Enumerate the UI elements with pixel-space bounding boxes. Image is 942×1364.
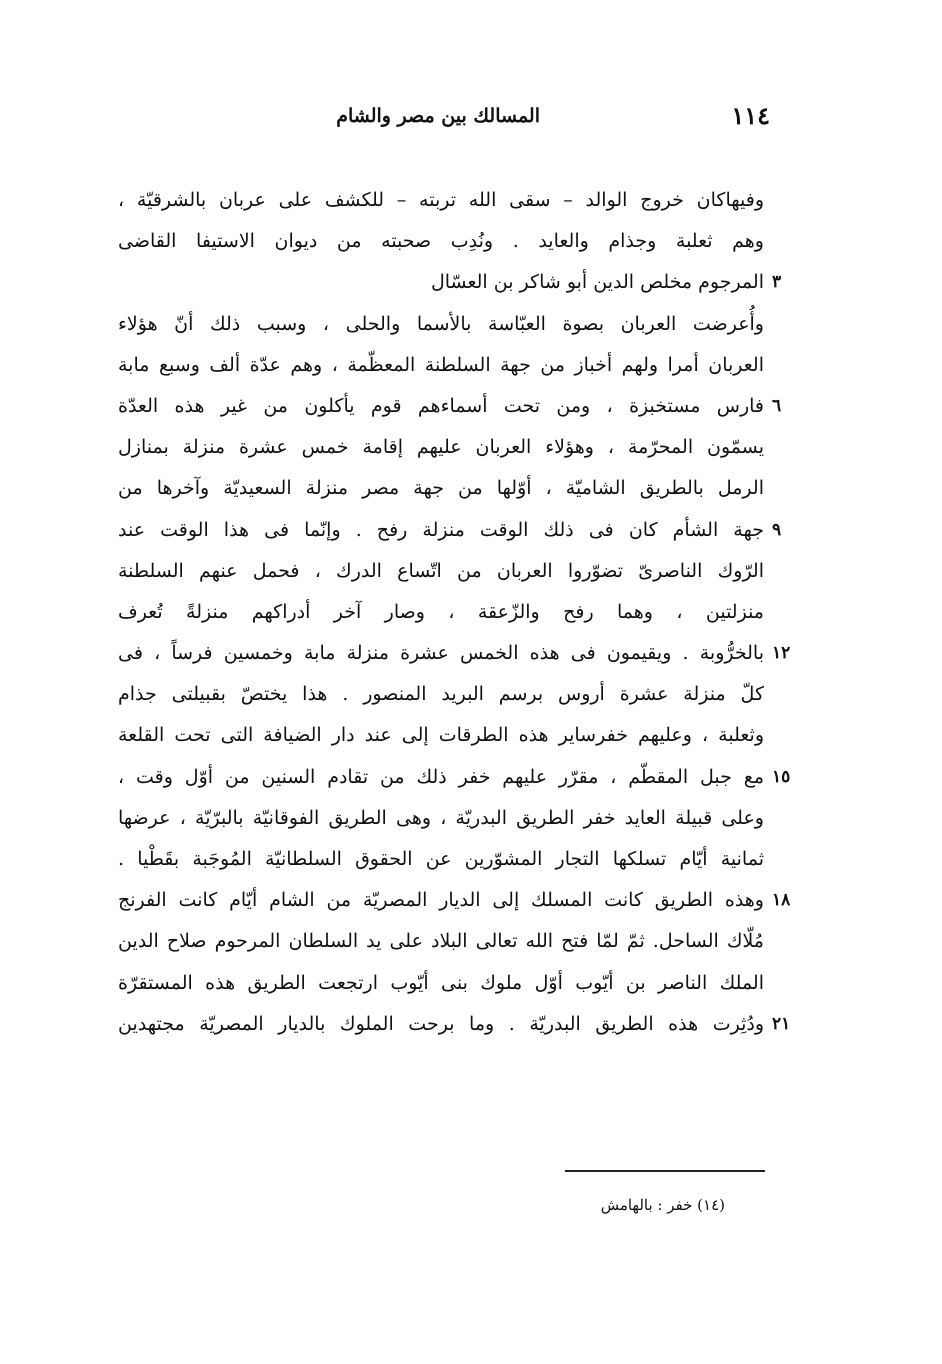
text-line [118,633,808,674]
line-text: ثمانية أيّام تسلكها التجار المشوّرين عن الحقوق السلطانيّة المُوجَبة بقَطْيا . [118,848,764,870]
line-number: ١٢ [772,643,791,664]
page-header [120,96,770,136]
line-text: الملك الناصر بن أيّوب أوّل ملوك بنى أيّوب ارتجعت الطريق هذه المستقرّة [118,971,764,994]
text-line [118,386,808,427]
line-number: ٩ [772,519,782,540]
line-text: مُلّاك الساحل. ثمّ لمّا فتح الله تعالى البلاد على يد السلطان المرحوم صلاح الدين [118,930,764,953]
line-number: ٣ [772,272,782,293]
footnote: (١٤) خفر : بالهامش [600,1196,725,1214]
text-line [118,963,808,1004]
text-line [118,839,808,880]
text-line [118,221,808,262]
line-text: منزلتين ، وهما رفح والزّعقة ، وصار آخر أدراكهم منزلةً تُعرف [118,600,764,623]
text-line [118,262,808,303]
text-line [118,921,808,962]
line-text: الرّوك الناصرىّ تضوّروا العربان من اتّساع الدرك ، فحمل عنهم السلطنة [118,559,764,582]
footnote-divider [565,1170,765,1172]
line-text: ودُثِرت هذه الطريق البدريّة . وما برحت الملوك بالديار المصريّة مجتهدين [118,1012,764,1035]
line-text: المرجوم مخلص الدين أبو شاكر بن العسّال [430,271,764,294]
text-line [118,592,808,633]
line-number: ٦ [772,395,782,416]
line-text: يسمّون المحرّمة ، وهؤلاء العربان عليهم إقامة خمس عشرة منزلة بمنازل [118,436,764,459]
line-number: ٢١ [772,1013,791,1034]
line-text: كلّ منزلة عشرة أروس برسم البريد المنصور . هذا يختصّ بقبيلتى جذام [118,683,764,706]
text-line [118,880,808,921]
text-line [118,757,808,798]
body-text [118,180,808,1045]
text-line [118,468,808,509]
line-text: وهم ثعلبة وجذام والعايد . ونُدِب صحبته من ديوان الاستيفا القاضى [118,230,764,253]
text-line [118,180,808,221]
line-text: وأُعرضت العربان بصوة العبّاسة بالأسما والحلى ، وسبب ذلك أنّ هؤلاء [118,312,764,335]
line-text: فارس مستخبزة ، ومن تحت أسماءهم قوم يأكلون من غير هذه العدّة [118,394,764,417]
line-text: جهة الشأم كان فى ذلك الوقت منزلة رفح . وإنّما فى هذا الوقت عند [118,518,764,541]
page-number: ١١٤ [731,101,770,130]
line-text: بالخرُّوبة . ويقيمون فى هذه الخمس عشرة منزلة مابة وخمسين فرساً ، فى [118,642,764,665]
line-text: وعلى قبيلة العايد خفر الطريق البدريّة ، وهى الطريق الفوقانيّة بالبرّيّة ، عرضها [118,806,764,829]
text-line [118,715,808,756]
text-line [118,551,808,592]
line-text: الرمل بالطريق الشاميّة ، أوّلها من جهة مصر منزلة السعيديّة وآخرها من [118,477,764,500]
text-line [118,1004,808,1045]
line-text: العربان أمرا ولهم أخباز من جهة السلطنة المعظّمة ، وهم عدّة ألف وسبع مابة [118,353,764,376]
line-text: وهذه الطريق كانت المسلك إلى الديار المصريّة من الشام أيّام كانت الفرنج [118,889,764,912]
running-title: المسالك بين مصر والشام [336,105,540,127]
text-line [118,510,808,551]
line-text: وفيهاكان خروج الوالد – سقى الله تربته – للكشف على عربان بالشرقيّة ، [118,189,764,211]
text-line [118,304,808,345]
text-line [118,345,808,386]
line-number: ١٥ [772,766,791,787]
line-number: ١٨ [772,890,791,911]
line-text: مع جبل المقطّم ، مقرّر عليهم خفر ذلك من تقادم السنين من أوّل وقت ، [118,765,764,788]
text-line [118,798,808,839]
text-line [118,427,808,468]
line-text: وثعلبة ، وعليهم خفرساير هذه الطرقات إلى عند دار الضيافة التى تحت القلعة [118,724,764,747]
text-line [118,674,808,715]
